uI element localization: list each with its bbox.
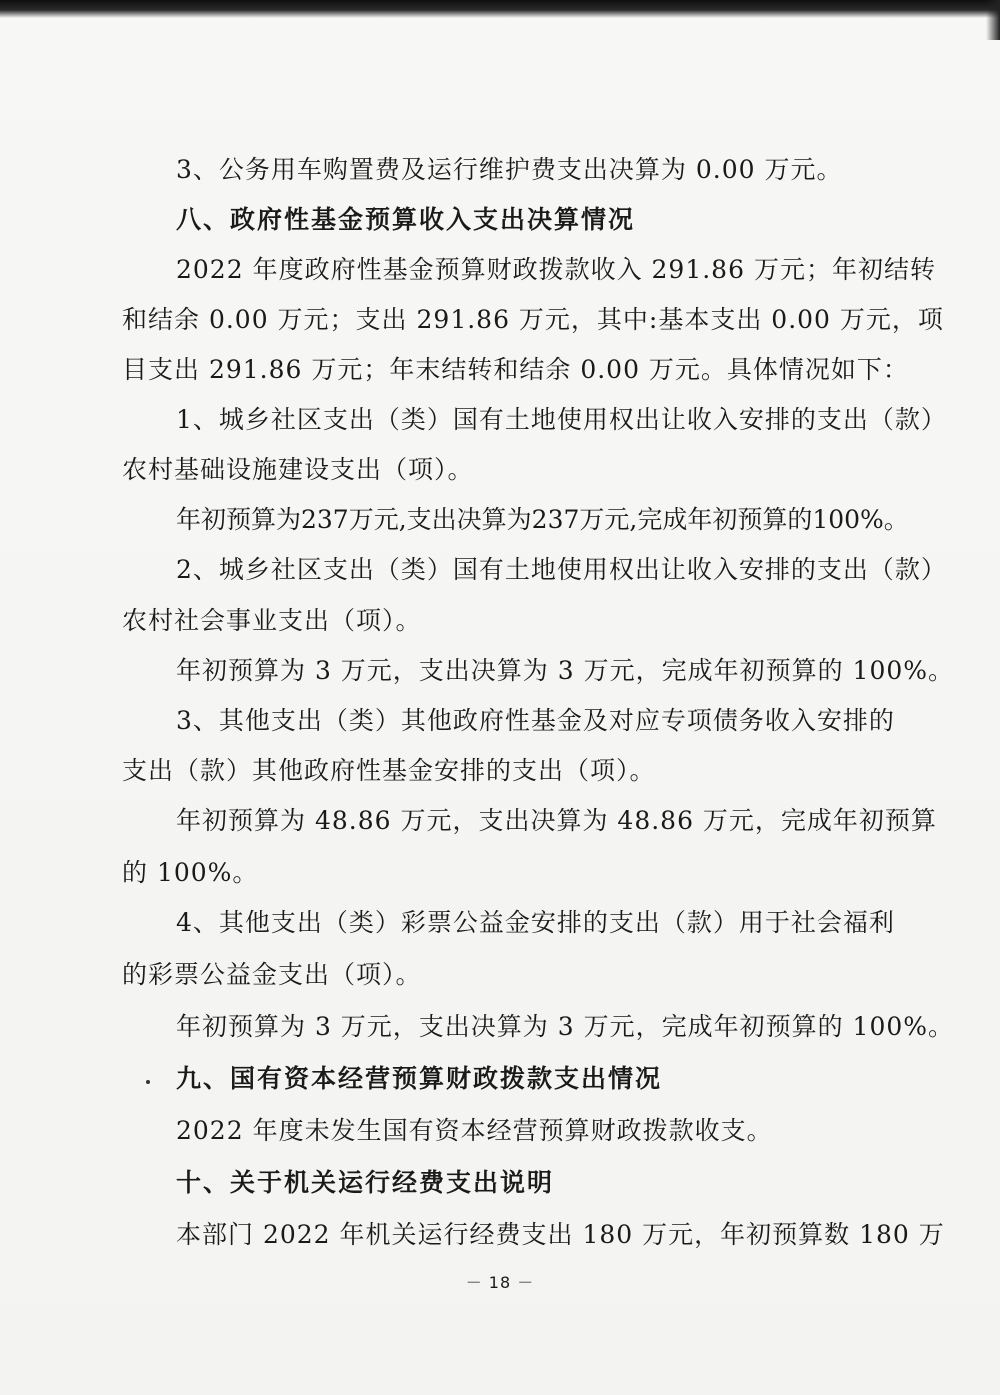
section-heading-8: 八、政府性基金预算收入支出决算情况: [176, 205, 636, 234]
scan-right-edge: [986, 0, 1000, 40]
section-heading-9: 九、国有资本经营预算财政拨款支出情况: [176, 1064, 663, 1093]
paragraph-line: 的彩票公益金支出（项）。: [122, 960, 422, 989]
paragraph-line: 的 100%。: [122, 858, 259, 887]
paragraph-line: 2、城乡社区支出（类）国有土地使用权出让收入安排的支出（款）: [176, 555, 947, 584]
paragraph-line: 3、公务用车购置费及运行维护费支出决算为 0.00 万元。: [176, 155, 843, 184]
stray-mark: [146, 1080, 150, 1084]
paragraph-line: 年初预算为 3 万元，支出决算为 3 万元，完成年初预算的 100%。: [176, 1012, 955, 1041]
paragraph-line: 农村基础设施建设支出（项）。: [122, 455, 474, 484]
paragraph-line: 和结余 0.00 万元；支出 291.86 万元，其中:基本支出 0.00 万元，项: [122, 305, 944, 334]
paragraph-line: 2022 年度未发生国有资本经营预算财政拨款收支。: [176, 1116, 773, 1145]
paragraph-line: 年初预算为 48.86 万元，支出决算为 48.86 万元，完成年初预算: [176, 806, 937, 835]
scan-top-edge: [0, 0, 1000, 18]
paragraph-line: 支出（款）其他政府性基金安排的支出（项）。: [122, 756, 656, 785]
paragraph-line: 3、其他支出（类）其他政府性基金及对应专项债务收入安排的: [176, 706, 895, 735]
paragraph-line: 年初预算为 3 万元，支出决算为 3 万元，完成年初预算的 100%。: [176, 656, 955, 685]
paragraph-line: 目支出 291.86 万元；年末结转和结余 0.00 万元。具体情况如下：: [122, 355, 909, 384]
paragraph-line: 4、其他支出（类）彩票公益金安排的支出（款）用于社会福利: [176, 908, 895, 937]
section-heading-10: 十、关于机关运行经费支出说明: [176, 1168, 555, 1197]
page-number: － 18 －: [465, 1273, 535, 1292]
paragraph-line: 1、城乡社区支出（类）国有土地使用权出让收入安排的支出（款）: [176, 405, 947, 434]
paragraph-line: 本部门 2022 年机关运行经费支出 180 万元，年初预算数 180 万: [176, 1220, 945, 1249]
paragraph-line: 农村社会事业支出（项）。: [122, 606, 422, 635]
paragraph-line: 2022 年度政府性基金预算财政拨款收入 291.86 万元；年初结转: [176, 255, 936, 284]
paragraph-line: 年初预算为237万元,支出决算为237万元,完成年初预算的100%。: [176, 505, 909, 534]
